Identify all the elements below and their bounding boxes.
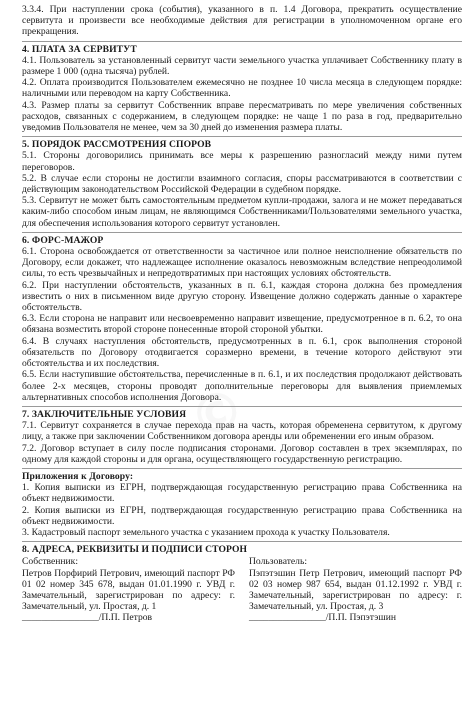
clause-7-1: 7.1. Сервитут сохраняется в случае перехода прав на часть, которая обременена сервитутом, к другому лицу, а также при заключении Собственником договора аренды или обременении его иным образом. xyxy=(22,420,462,443)
clause-5-2: 5.2. В случае если стороны не достигли взаимного согласия, споры рассматриваются в соответствии с действующим законодательством Российской Федерации в судебном порядке. xyxy=(22,172,462,196)
clause-6-1: 6.1. Сторона освобождается от ответственности за частичное или полное неисполнение обязательств по Договору, если докажет, что надлежащее исполнение оказалось невозможным вследствие непреодолимой силы, то есть чрезвычайных и непредотвратимых при настоящих условиях обстоятельств. xyxy=(22,246,462,280)
appendix-item-2: 2. Копия выписки из ЕГРН, подтверждающая государственную регистрацию права Собственника на объект недвижимости. xyxy=(22,504,462,527)
section-divider xyxy=(22,468,462,469)
section-4-heading: 4. ПЛАТА ЗА СЕРВИТУТ xyxy=(22,43,137,55)
appendix-item-1: 1. Копия выписки из ЕГРН, подтверждающая государственную регистрацию права Собственника на объект недвижимости. xyxy=(22,482,462,505)
section-divider xyxy=(22,406,462,407)
section-7-heading: 7. ЗАКЛЮЧИТЕЛЬНЫЕ УСЛОВИЯ xyxy=(22,408,187,420)
clause-4-2: 4.2. Оплата производится Пользователем ежемесячно не позднее 10 числа месяца в следующем порядке: наличными или переводом на карту Собственника. xyxy=(22,77,462,100)
section-divider xyxy=(22,541,462,542)
clause-5-3: 5.3. Сервитут не может быть самостоятельным предметом купли-продажи, залога и не может передаваться каким-либо способом иным лицам, не являющимся Собственниками/Пользователями земельного участка, для обеспечения использования которого сервитут установлен. xyxy=(22,195,462,229)
user-column xyxy=(249,556,462,623)
section-5-heading: 5. ПОРЯДОК РАССМОТРЕНИЯ СПОРОВ xyxy=(22,139,212,151)
clause-3-3-4: 3.3.4. При наступлении срока (события), указанного в п. 1.4 Договора, прекратить осуществление сервитута и произвести все необходимые действия для регистрации в уполномоченном органе его прекращения. xyxy=(22,4,462,38)
signatures-block xyxy=(22,556,462,623)
user-role-label: Пользователь: xyxy=(249,556,307,568)
faint-watermark: © xyxy=(184,377,250,450)
clause-6-5: 6.5. Если наступившие обстоятельства, перечисленные в п. 6.1, и их последствия продолжают действовать более 2-х месяцев, стороны проводят дополнительные переговоры для выявления приемлемых альтернативных способов исполнения Договора. xyxy=(22,369,462,403)
owner-role-label: Собственник: xyxy=(22,556,78,568)
owner-details: Петров Порфирий Петрович, имеющий паспорт РФ 01 02 номер 345 678, выдан 01.01.1990 г. УВД г. Замечательный, зарегистрирован по адресу: г. Замечательный, ул. Простая, д. 1 xyxy=(22,567,235,613)
section-8-heading: 8. АДРЕСА, РЕКВИЗИТЫ И ПОДПИСИ СТОРОН xyxy=(22,544,248,556)
section-divider xyxy=(22,136,462,137)
appendix-item-3: 3. Кадастровый паспорт земельного участка с указанием прохода к участку Пользователя. xyxy=(22,526,390,538)
user-signature-line: ________________/П.П. Пэпэтэшин xyxy=(249,612,396,624)
owner-column xyxy=(22,556,235,623)
user-details: Пэпэтэшин Петр Петрович, имеющий паспорт РФ 02 03 номер 987 654, выдан 01.12.1992 г. УВД г. Замечательный, зарегистрирован по адресу: г. Замечательный, ул. Простая, д. 3 xyxy=(249,567,462,613)
clause-7-2: 7.2. Договор вступает в силу после подписания сторонами. Договор составлен в трех экземплярах, по одному для каждой стороны и для органа, осуществляющего государственную регистрацию. xyxy=(22,442,462,465)
appendix-heading: Приложения к Договору: xyxy=(22,470,134,482)
owner-signature-line: ________________/П.П. Петров xyxy=(22,612,153,624)
section-divider xyxy=(22,232,462,233)
section-6-heading: 6. ФОРС-МАЖОР xyxy=(22,234,104,246)
clause-5-1: 5.1. Стороны договорились принимать все меры к разрешению разногласий между ними путем переговоров. xyxy=(22,150,462,173)
clause-6-3: 6.3. Если сторона не направит или несвоевременно направит извещение, предусмотренное в п. 6.2, то она обязана возместить второй стороне понесенные второй стороной убытки. xyxy=(22,313,462,336)
clause-4-1: 4.1. Пользователь за установленный сервитут части земельного участка уплачивает Собственнику плату в размере 1 000 (одна тысяча) рублей. xyxy=(22,54,462,78)
clause-4-3: 4.3. Размер платы за сервитут Собственник вправе пересматривать по мере увеличения собственных расходов, связанных с содержанием, в следующем порядке: не чаще 1 по раза в год, предварительно уведомив Пользователя не менее, чем за 30 дней до изменения размера платы. xyxy=(22,99,462,134)
clause-6-2: 6.2. При наступлении обстоятельств, указанных в п. 6.1, каждая сторона должна без промедления известить о них в письменном виде другую сторону. Извещение должно содержать данные о характере обстоятельств. xyxy=(22,279,462,314)
clause-6-4: 6.4. В случаях наступления обстоятельств, предусмотренных в п. 6.1, срок выполнения стороной обязательств по Договору отодвигается соразмерно времени, в течение которого действуют эти обстоятельства и их последствия. xyxy=(22,335,462,370)
section-divider xyxy=(22,41,462,42)
